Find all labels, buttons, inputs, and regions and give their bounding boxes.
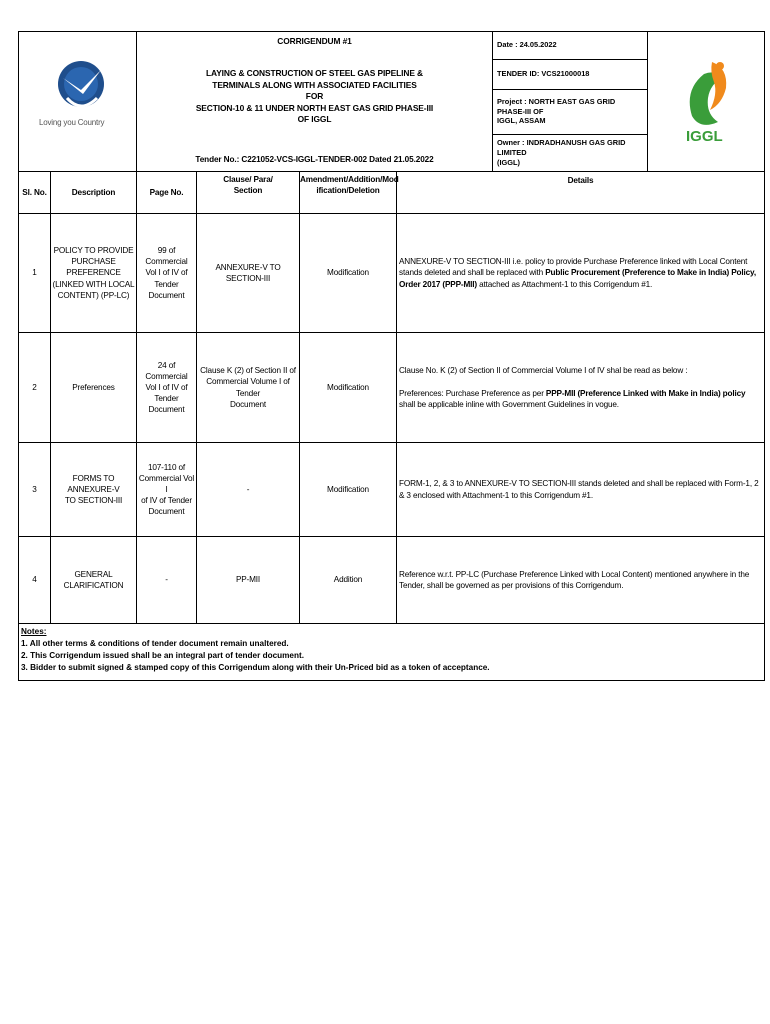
tender-number: Tender No.: C221052-VCS-IGGL-TENDER-002 Dated 21.05.2022 (195, 155, 434, 164)
notes-section (19, 624, 765, 681)
left-logo-cell (19, 32, 137, 172)
page-line: Tender Document (148, 394, 185, 415)
row-page (137, 443, 197, 537)
row-details: FORM-1, 2, & 3 to ANNEXURE-V TO SECTION-III stands deleted and shall be replaced with Form-1, 2 & 3 enclosed with Attachment-1 to this Corrigendum #1. (397, 443, 765, 537)
tender-title (137, 68, 492, 126)
row-description (51, 214, 137, 333)
tender-id-field: TENDER ID: VCS21000018 (493, 59, 647, 89)
row-page: - (137, 537, 197, 624)
clause-line: Clause K (2) of Section II of (200, 366, 296, 376)
col-amendment (300, 172, 397, 214)
owner-line: (IGGL) (497, 157, 520, 167)
company-logo-left (19, 32, 137, 171)
col-amendment-line: Amendment/Addition/Mod (300, 175, 399, 184)
details-bold-text: PPP-MII (Preference Linked with Make in India) policy (545, 388, 746, 398)
col-details: Details (397, 172, 765, 214)
details-text: Preferences: Purchase Preference as per (399, 388, 546, 398)
page-line: Vol I of IV of (145, 268, 188, 278)
row-description (51, 443, 137, 537)
project-field (493, 89, 647, 134)
row-details (397, 214, 765, 333)
row-sl: 2 (19, 333, 51, 443)
description-line: POLICY TO PROVIDE (53, 246, 134, 256)
row-page (137, 333, 197, 443)
col-description: Description (51, 172, 137, 214)
clause-line: Document (229, 399, 267, 409)
row-description (51, 333, 137, 443)
col-clause-line: Section (233, 186, 263, 196)
row-clause (197, 333, 300, 443)
iggl-logo (648, 32, 765, 171)
details-paragraph (399, 388, 762, 410)
row-amendment: Modification (300, 214, 397, 333)
row-clause: - (197, 443, 300, 537)
row-sl: 4 (19, 537, 51, 624)
title-line: SECTION-10 & 11 UNDER NORTH EAST GAS GRID PHASE-III (195, 102, 434, 113)
corrigendum-table (18, 31, 765, 681)
left-logo-tagline: Loving you Country (39, 118, 105, 127)
row-amendment: Addition (300, 537, 397, 624)
row-sl: 1 (19, 214, 51, 333)
row-amendment: Modification (300, 443, 397, 537)
description-line: Preferences (72, 382, 115, 392)
note-item: 2. This Corrigendum issued shall be an integral part of tender document. (21, 650, 304, 660)
table-row (19, 537, 765, 624)
corrigendum-number: CORRIGENDUM #1 (277, 36, 352, 46)
page-line: 24 of Commercial (145, 360, 188, 381)
row-details (397, 333, 765, 443)
notes-heading: Notes: (21, 627, 47, 636)
note-item: 3. Bidder to submit signed & stamped copy of this Corrigendum along with their Un-Priced bid as a token of acceptance. (21, 662, 490, 672)
title-line: FOR (305, 91, 324, 102)
description-line: (LINKED WITH LOCAL (52, 279, 135, 289)
details-text: attached as Attachment-1 to this Corrigendum #1. (477, 279, 653, 289)
details-text: ANNEXURE-V TO SECTION-III i.e. policy to provide Purchase Preference linked with Local Content stands deleted and shall be replaced with (399, 257, 748, 278)
details-text: Clause No. K (2) of Section II of Commercial Volume I of IV shal be read as below : (399, 365, 688, 375)
project-line: Project : NORTH EAST GAS GRID PHASE-III OF (497, 96, 616, 116)
title-line: OF IGGL (297, 114, 332, 125)
meta-cell (493, 32, 648, 172)
title-line: TERMINALS ALONG WITH ASSOCIATED FACILITIES (212, 79, 417, 90)
col-sl-no: Sl. No. (19, 172, 51, 214)
page-line: Tender Document (148, 279, 185, 300)
title-cell (137, 32, 493, 172)
clause-line: Commercial Volume I of Tender (206, 377, 290, 398)
col-clause-line: Clause/ Para/ (223, 175, 273, 184)
owner-line: Owner : INDRADHANUSH GAS GRID LIMITED (497, 137, 626, 157)
corrigendum-sheet (18, 31, 764, 695)
page-line: 107-110 of (147, 462, 186, 472)
description-line: FORMS TO ANNEXURE-V (67, 473, 120, 494)
row-page (137, 214, 197, 333)
owner-field (493, 134, 647, 171)
details-bold-text: Public Procurement (Preference to Make in India) Policy, Order 2017 (PPP-MII) (399, 268, 756, 289)
table-row (19, 214, 765, 333)
col-amendment-line: ification/Deletion (316, 186, 380, 196)
page-line: Document (148, 507, 185, 517)
title-line: LAYING & CONSTRUCTION OF STEEL GAS PIPELINE & (206, 68, 423, 78)
row-clause: ANNEXURE-V TO SECTION-III (197, 214, 300, 333)
table-row (19, 333, 765, 443)
col-page-no: Page No. (137, 172, 197, 214)
iggl-logo-text: IGGL (686, 128, 723, 145)
row-details: Reference w.r.t. PP-LC (Purchase Preference Linked with Local Content) mentioned anywhere in the Tender, shall be governed as per provisions of this Corrigendum. (397, 537, 765, 624)
details-text: shall be applicable inline with Government Guidelines in vogue. (399, 400, 619, 410)
row-amendment: Modification (300, 333, 397, 443)
col-clause (197, 172, 300, 214)
right-logo-cell (648, 32, 765, 172)
project-line: IGGL, ASSAM (497, 116, 546, 126)
page-line: 99 of Commercial (145, 246, 188, 267)
description-line: PURCHASE PREFERENCE (66, 257, 121, 278)
note-item: 1. All other terms & conditions of tender document remain unaltered. (21, 638, 289, 648)
description-line: TO SECTION-III (64, 496, 123, 506)
page-line: of IV of Tender (141, 496, 192, 506)
notes-row (19, 624, 765, 681)
row-description (51, 537, 137, 624)
page-line: Commercial Vol I (138, 473, 195, 494)
description-line: CONTENT) (PP-LC) (57, 290, 130, 300)
page-line: Vol I of IV of (145, 382, 188, 392)
table-row (19, 443, 765, 537)
row-clause: PP-MII (197, 537, 300, 624)
description-line: GENERAL CLARIFICATION (63, 569, 124, 590)
date-field: Date : 24.05.2022 (493, 32, 647, 59)
row-sl: 3 (19, 443, 51, 537)
